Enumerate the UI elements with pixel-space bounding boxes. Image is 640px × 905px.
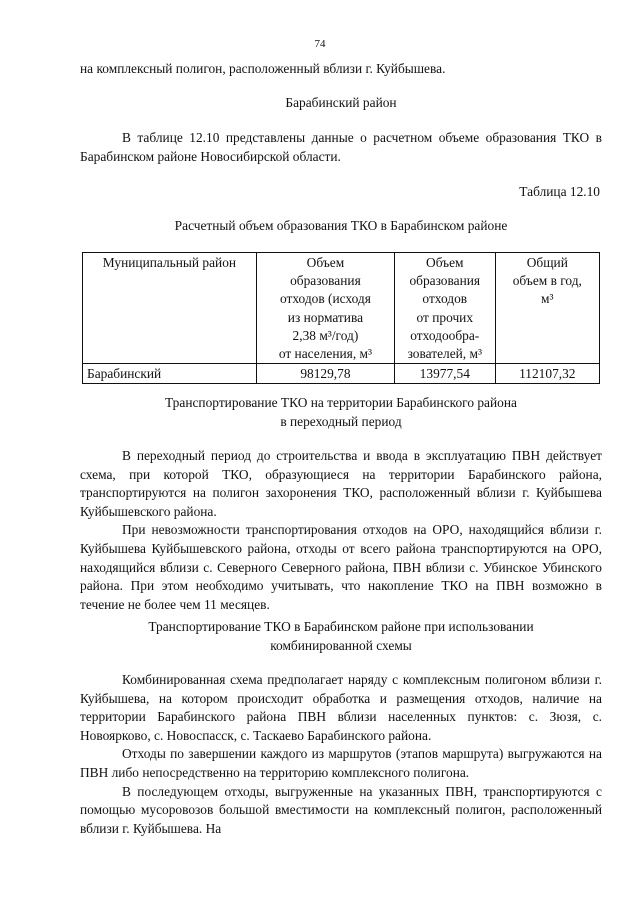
header-population-volume-text: Объем образования отходов (исходя из норматива 2,38 м³/год) от населения, м³ xyxy=(278,255,373,362)
intro-paragraph xyxy=(80,129,602,166)
volume-table xyxy=(82,252,600,384)
header-total-volume-text: Общий объем в год, м³ xyxy=(512,255,582,307)
table-header-row xyxy=(83,253,600,364)
transitional-paragraph-1: В переходный период до строительства и ввода в эксплуатацию ПВН действует схема, при которой ТКО, образующиеся на территории Барабинского района, транспортируются на полигон захоронения ТКО, расположенный вблизи г. Куйбышева Куйбышевского района. xyxy=(80,448,602,519)
cell-population-volume: 98129,78 xyxy=(256,364,394,384)
combined-paragraph-3: В последующем отходы, выгруженные на указанных ПВН, транспортируются с помощью мусоровозов большой вместимости на комплексный полигон, расположенный вблизи г. Куйбышева. На xyxy=(80,783,602,836)
table-label: Таблица 12.10 xyxy=(519,184,600,199)
continuation-line: на комплексный полигон, расположенный вблизи г. Куйбышева. xyxy=(80,61,446,76)
intro-paragraph-text: В таблице 12.10 представлены данные о расчетном объеме образования ТКО в Барабинском районе Новосибирской области. xyxy=(80,130,602,164)
table-row xyxy=(83,364,600,384)
header-population-volume xyxy=(256,253,394,364)
section-heading: Барабинский район xyxy=(285,95,397,110)
header-district-text: Муниципальный район xyxy=(102,255,237,270)
cell-total-volume: 112107,32 xyxy=(495,364,599,384)
heading-transitional: Транспортирование ТКО на территории Барабинского района в переходный период xyxy=(165,395,517,429)
transitional-paragraph-2: При невозможности транспортирования отходов на ОРО, находящийся вблизи г. Куйбышева Куйбышевского района, отходы от всего района транспортируются на ОРО, находящийся вблизи с. Северного Северного района, ПВН вблизи с. Убинское Убинского района. При этом необходимо учитывать, что накопление ТКО на ПВН возможно в течение не более чем 11 месяцев. xyxy=(80,522,602,612)
cell-district: Барабинский xyxy=(83,364,257,384)
combined-paragraph-1: Комбинированная схема предполагает наряду с комплексным полигоном вблизи г. Куйбышева, на котором происходит обработка и размещения отходов, наличие на территории Барабинского района ПВН вблизи населенных пунктов: с. Зюзя, с. Новоярково, с. Новоспасск, с. Таскаево Барабинского района. xyxy=(80,672,602,743)
transitional-section xyxy=(80,447,602,614)
header-district xyxy=(83,253,257,364)
heading-combined: Транспортирование ТКО в Барабинском районе при использовании комбинированной схемы xyxy=(148,619,534,653)
page-number: 74 xyxy=(314,38,326,50)
combined-paragraph-2: Отходы по завершении каждого из маршрутов (этапов маршрута) выгружаются на ПВН либо непосредственно на территорию комплексного полигона. xyxy=(80,746,602,780)
header-other-volume xyxy=(394,253,495,364)
table-title: Расчетный объем образования ТКО в Барабинском районе xyxy=(174,218,508,233)
combined-section xyxy=(80,671,602,838)
header-total-volume xyxy=(495,253,599,364)
cell-other-volume: 13977,54 xyxy=(394,364,495,384)
header-other-volume-text: Объем образования отходов от прочих отходообра- зователей, м³ xyxy=(407,255,482,362)
